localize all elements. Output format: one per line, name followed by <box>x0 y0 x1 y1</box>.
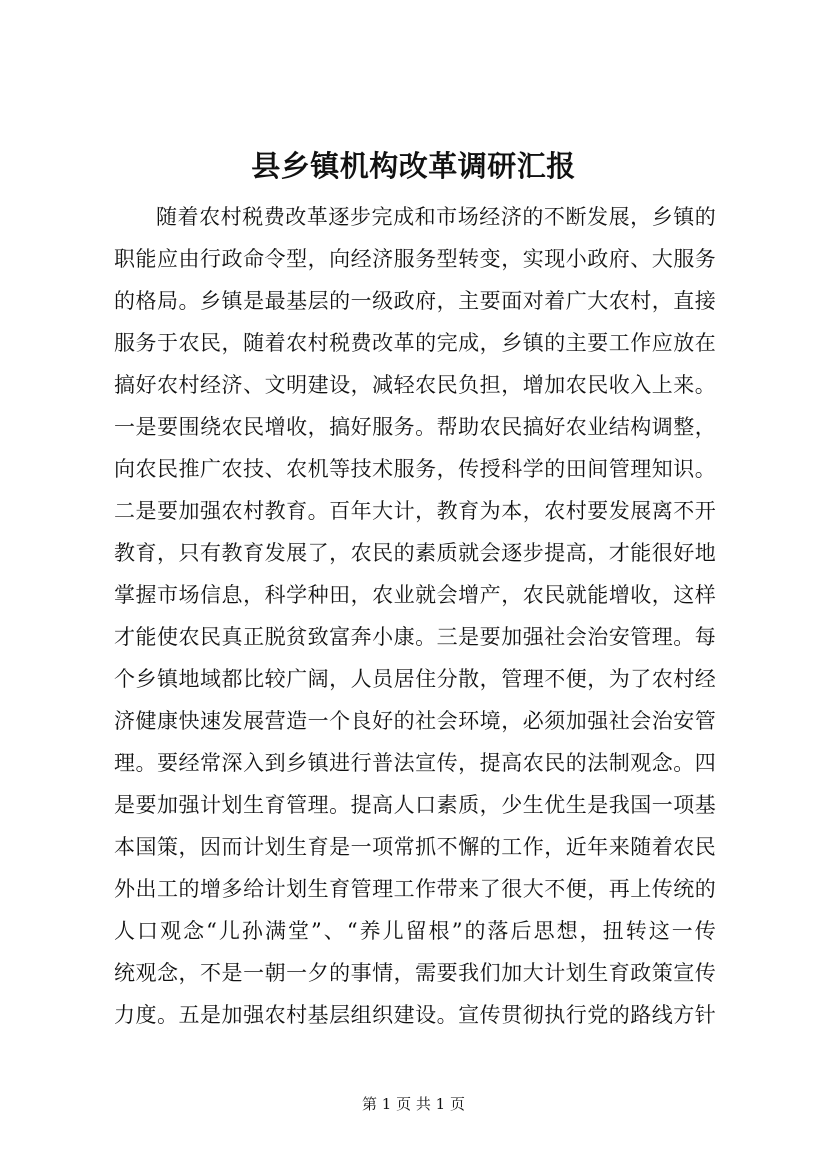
body-line-15: 是要加强计划生育管理。提高人口素质，少生优生是我国一项基 <box>114 793 716 817</box>
body-line-9: 教育，只有教育发展了，农民的素质就会逐步提高，才能很好地 <box>114 541 716 565</box>
body-line-10: 掌握市场信息，科学种田，农业就会增产，农民就能增收，这样 <box>114 583 716 607</box>
body-line-8: 二是要加强农村教育。百年大计，教育为本，农村要发展离不开 <box>114 499 716 523</box>
body-line-14: 理。要经常深入到乡镇进行普法宣传，提高农民的法制观念。四 <box>114 751 716 775</box>
document-body <box>114 196 716 1036</box>
body-line-13: 济健康快速发展营造一个良好的社会环境，必须加强社会治安管 <box>114 709 716 733</box>
body-line-11: 才能使农民真正脱贫致富奔小康。三是要加强社会治安管理。每 <box>114 625 716 649</box>
body-line-3: 的格局。乡镇是最基层的一级政府，主要面对着广大农村，直接 <box>114 289 716 313</box>
body-line-6: 一是要围绕农民增收，搞好服务。帮助农民搞好农业结构调整， <box>114 415 716 439</box>
body-line-16: 本国策，因而计划生育是一项常抓不懈的工作，近年来随着农民 <box>114 835 716 859</box>
body-line-5: 搞好农村经济、文明建设，减轻农民负担，增加农民收入上来。 <box>114 373 716 397</box>
body-line-20: 力度。五是加强农村基层组织建设。宣传贯彻执行党的路线方针 <box>114 1003 716 1027</box>
document-title: 县乡镇机构改革调研汇报 <box>251 149 576 183</box>
body-line-18: 人口观念“儿孙满堂”、“养儿留根”的落后思想，扭转这一传 <box>114 919 716 943</box>
body-line-4: 服务于农民，随着农村税费改革的完成，乡镇的主要工作应放在 <box>114 331 716 355</box>
body-line-1: 随着农村税费改革逐步完成和市场经济的不断发展，乡镇的 <box>156 205 716 229</box>
body-line-12: 个乡镇地域都比较广阔，人员居住分散，管理不便，为了农村经 <box>114 667 716 691</box>
body-line-17: 外出工的增多给计划生育管理工作带来了很大不便，再上传统的 <box>114 877 716 901</box>
page-footer: 第 1 页 共 1 页 <box>362 1095 465 1113</box>
body-line-2: 职能应由行政命令型，向经济服务型转变，实现小政府、大服务 <box>114 247 716 271</box>
body-line-7: 向农民推广农技、农机等技术服务，传授科学的田间管理知识。 <box>114 457 716 481</box>
body-line-19: 统观念，不是一朝一夕的事情，需要我们加大计划生育政策宣传 <box>114 961 716 985</box>
